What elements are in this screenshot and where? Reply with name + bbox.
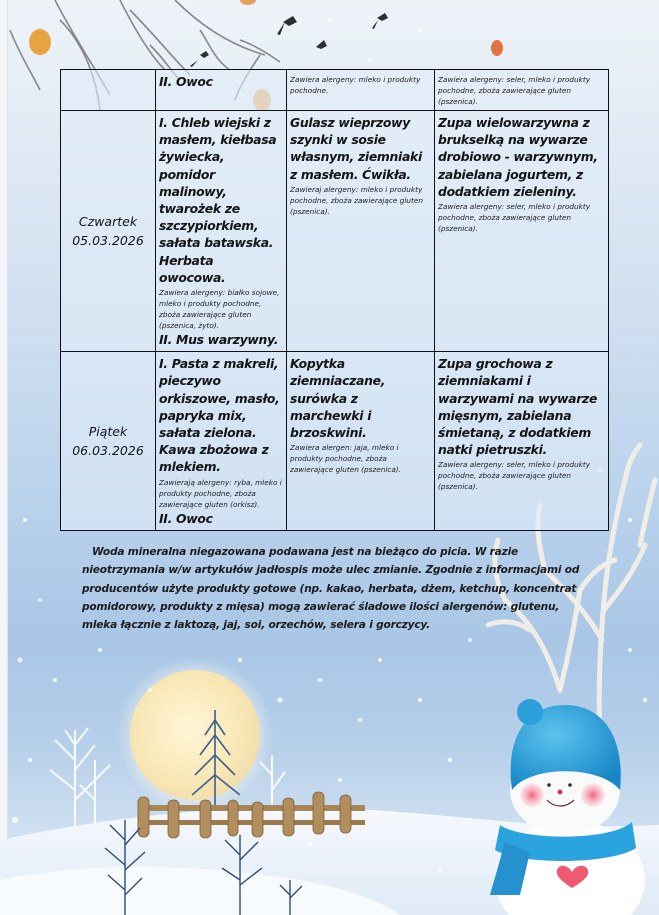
table-row <box>61 70 609 111</box>
lunch-dish: Gulasz wieprzowy szynki w sosie własnym, ziemniaki z masłem. Ćwikła. <box>290 115 422 182</box>
breakfast-dish: I. Chleb wiejski z masłem, kiełbasa żywiecka, pomidor malinowy, twarożek ze szczypiorkiem, sałata batawska. Herbata owocowa. <box>159 115 277 285</box>
day-name: Czwartek <box>78 214 138 230</box>
lunch-allergens: Zawieraj alergeny: mleko i produkty pochodne, zboża zawierające gluten (pszenica). <box>290 184 423 216</box>
second-breakfast: II. Owoc <box>159 510 213 526</box>
day-cell <box>61 111 156 352</box>
soup-cell <box>435 70 609 111</box>
breakfast-cell <box>156 111 287 352</box>
lunch-allergens: Zawiera alergeny: mleko i produkty pochodne. <box>290 75 421 95</box>
soup-allergens: Zawiera alergeny: seler, mleko i produkty pochodne, zboża zawierające gluten (pszenica). <box>438 460 591 492</box>
water-and-allergen-notice: Woda mineralna niegazowana podawana jest na bieżąco do picia. W razie nieotrzymania w/w artykułów jadłospis może ulec zmianie. Zgodnie z informacjami od producentów użyte produkty gotowe (np. kakao, herbata, dżem, ketchup, koncentrat pomidorowy, produkty z mięsa) mogą zawierać śladowe ilości alergenów: glutenu, mleka łącznie z laktozą, jaj, soi, orzechów, selera i gorczycy. <box>82 545 580 632</box>
breakfast-cell <box>156 70 287 111</box>
lunch-dish: Kopytka ziemniaczane, surówka z marchewki i brzoskwini. <box>290 356 386 441</box>
soup-dish: Zupa grochowa z ziemniakami i warzywami na wywarze mięsnym, zabielana śmietaną, z dodatkiem natki pietruszki. <box>438 356 598 458</box>
lunch-cell <box>287 70 435 111</box>
day-date: 05.03.2026 <box>72 233 144 249</box>
lunch-cell <box>287 352 435 531</box>
menu-table <box>60 69 609 531</box>
soup-cell <box>435 352 609 531</box>
lunch-allergens: Zawiera alergen: jaja, mleko i produkty pochodne, zboża zawierające gluten (pszenica). <box>290 443 402 475</box>
day-date: 06.03.2026 <box>72 443 144 459</box>
soup-allergens: Zawiera alergeny: seler, mleko i produkty pochodne, zboża zawierające gluten (pszenica). <box>438 202 591 234</box>
day-cell <box>61 70 156 111</box>
day-name: Piątek <box>88 424 128 440</box>
snowman-decoration <box>490 699 645 915</box>
soup-dish: Zupa wielowarzywna z brukselką na wywarze drobiowo - warzywnym, zabielana jogurtem, z dodatkiem zieleniny. <box>438 115 598 199</box>
second-breakfast: II. Mus warzywny. <box>159 332 279 348</box>
day-cell <box>61 352 156 531</box>
table-row <box>61 111 609 352</box>
table-row <box>61 352 609 531</box>
soup-allergens: Zawiera alergeny: seler, mleko i produkty pochodne, zboża zawierające gluten (pszenica). <box>438 75 591 106</box>
breakfast-allergens: Zawierają alergeny: ryba, mleko i produkty pochodne, zboża zawierające gluten (orkisz). <box>159 477 282 509</box>
soup-cell <box>435 111 609 352</box>
breakfast-allergens: Zawiera alergeny: białko sojowe, mleko i produkty pochodne, zboża zawierające gluten (pszenica, żyto). <box>159 288 280 331</box>
breakfast-cell <box>156 352 287 531</box>
lunch-cell <box>287 111 435 352</box>
breakfast-dish: I. Pasta z makreli, pieczywo orkiszowe, masło, papryka mix, sałata zielona. Kawa zbożowa z mlekiem. <box>159 356 280 475</box>
breakfast-dish: II. Owoc <box>159 74 213 89</box>
